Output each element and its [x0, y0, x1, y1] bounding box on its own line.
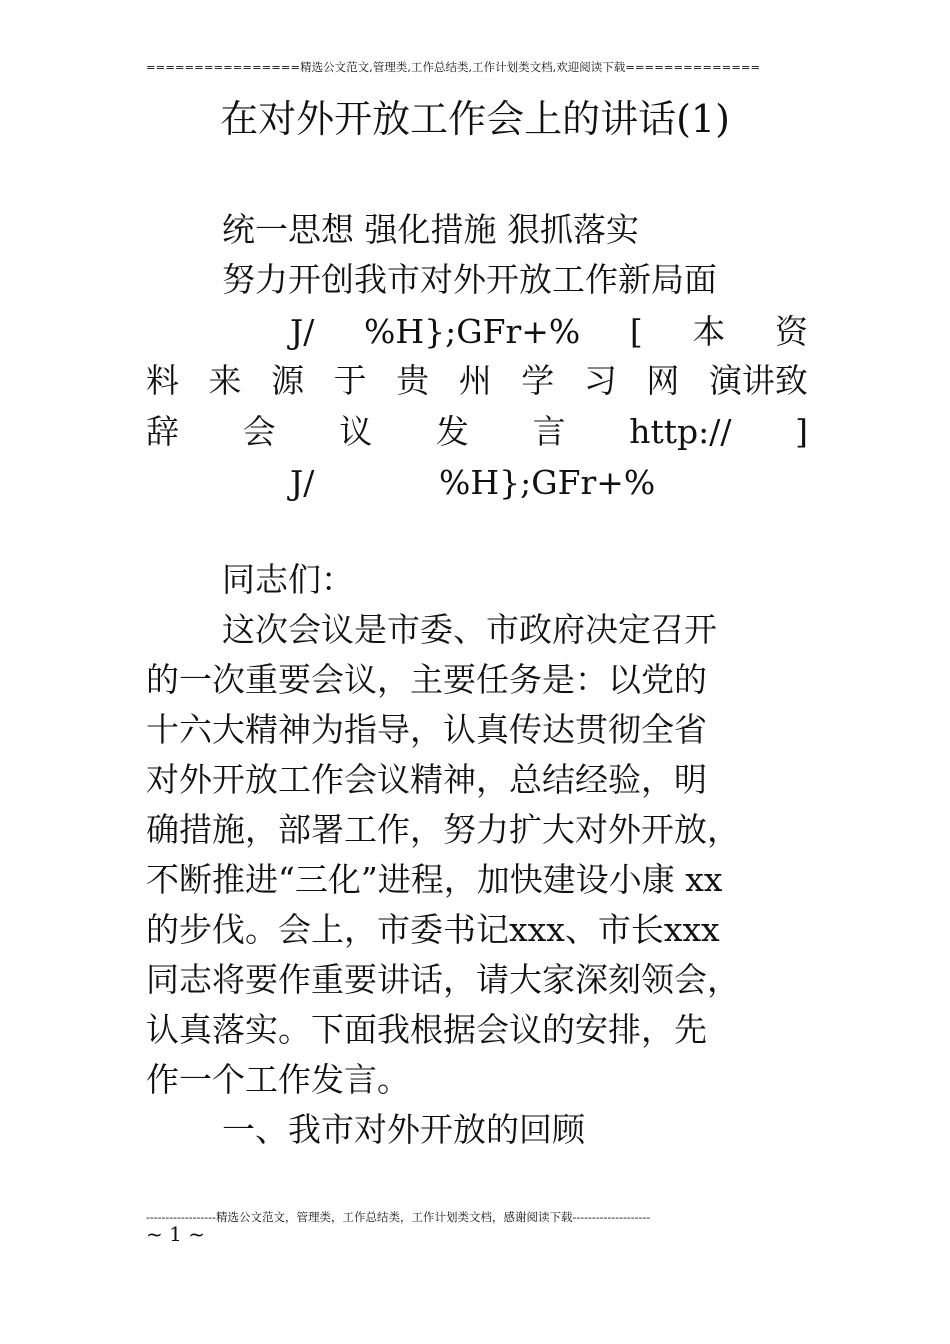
source-char: 会 [242, 412, 276, 451]
body-line: 对外开放工作会议精神，总结经验，明 [146, 760, 707, 799]
source-char: 网 [646, 361, 680, 400]
source-char: 料 [146, 361, 179, 400]
source-char: 本 [692, 312, 726, 351]
source-char: 州 [458, 361, 492, 400]
url-row [146, 409, 808, 455]
section-heading: 一、我市对外开放的回顾 [222, 1110, 585, 1149]
body-line: 作一个工作发言。 [146, 1060, 410, 1099]
page-number: ~ 1 ~ [146, 1222, 205, 1246]
body-line: 同志将要作重要讲话，请大家深刻领会， [146, 960, 740, 999]
body-line: 十六大精神为指导，认真传达贯彻全省 [146, 710, 707, 749]
code-fragment: %H};GFr+% [439, 463, 656, 502]
source-char: 习 [583, 361, 617, 400]
source-url: http:// [629, 412, 732, 451]
source-char: 发 [435, 412, 469, 451]
source-char: 议 [339, 412, 373, 451]
body-line: 不断推进“三化”进程，加快建设小康 xx [146, 860, 723, 899]
code-fragment: %H};GFr+% [363, 312, 581, 351]
body-line: 这次会议是市委、市政府决定召开 [222, 610, 717, 649]
source-char: 源 [271, 361, 305, 400]
source-char: 演讲致 [708, 361, 808, 400]
bracket-close: ] [795, 412, 808, 451]
source-char: 学 [521, 361, 555, 400]
source-char: 来 [208, 361, 242, 400]
body-line: 的一次重要会议，主要任务是：以党的 [146, 660, 707, 699]
body-line: 的步伐。会上，市委书记xxx、市长xxx [146, 910, 720, 949]
code-fragment: J/ [290, 463, 315, 502]
document-title: 在对外开放工作会上的讲话(1) [220, 97, 730, 141]
footer-banner: ------------------精选公文范文，管理类，工作总结类，工作计划类文档，感谢阅读下载-------------------- [146, 1210, 651, 1224]
code-row-1 [290, 309, 808, 355]
code-fragment: J/ [290, 312, 315, 351]
source-char: 言 [532, 412, 566, 451]
subtitle-line-2: 努力开创我市对外开放工作新局面 [222, 260, 717, 299]
source-char: 资 [774, 312, 808, 351]
body-line: 确措施，部署工作，努力扩大对外开放， [146, 810, 740, 849]
body-line: 认真落实。下面我根据会议的安排，先 [146, 1010, 707, 1049]
source-char: 于 [333, 361, 367, 400]
subtitle-line-1: 统一思想 强化措施 狠抓落实 [222, 210, 639, 249]
salutation: 同志们： [222, 560, 354, 599]
bracket-open: [ [629, 312, 643, 351]
source-char: 辞 [146, 412, 179, 451]
source-row [146, 358, 808, 404]
source-char: 贵 [396, 361, 430, 400]
header-banner: ================精选公文范文,管理类,工作总结类,工作计划类文档,欢迎阅读下载============== [146, 60, 761, 74]
